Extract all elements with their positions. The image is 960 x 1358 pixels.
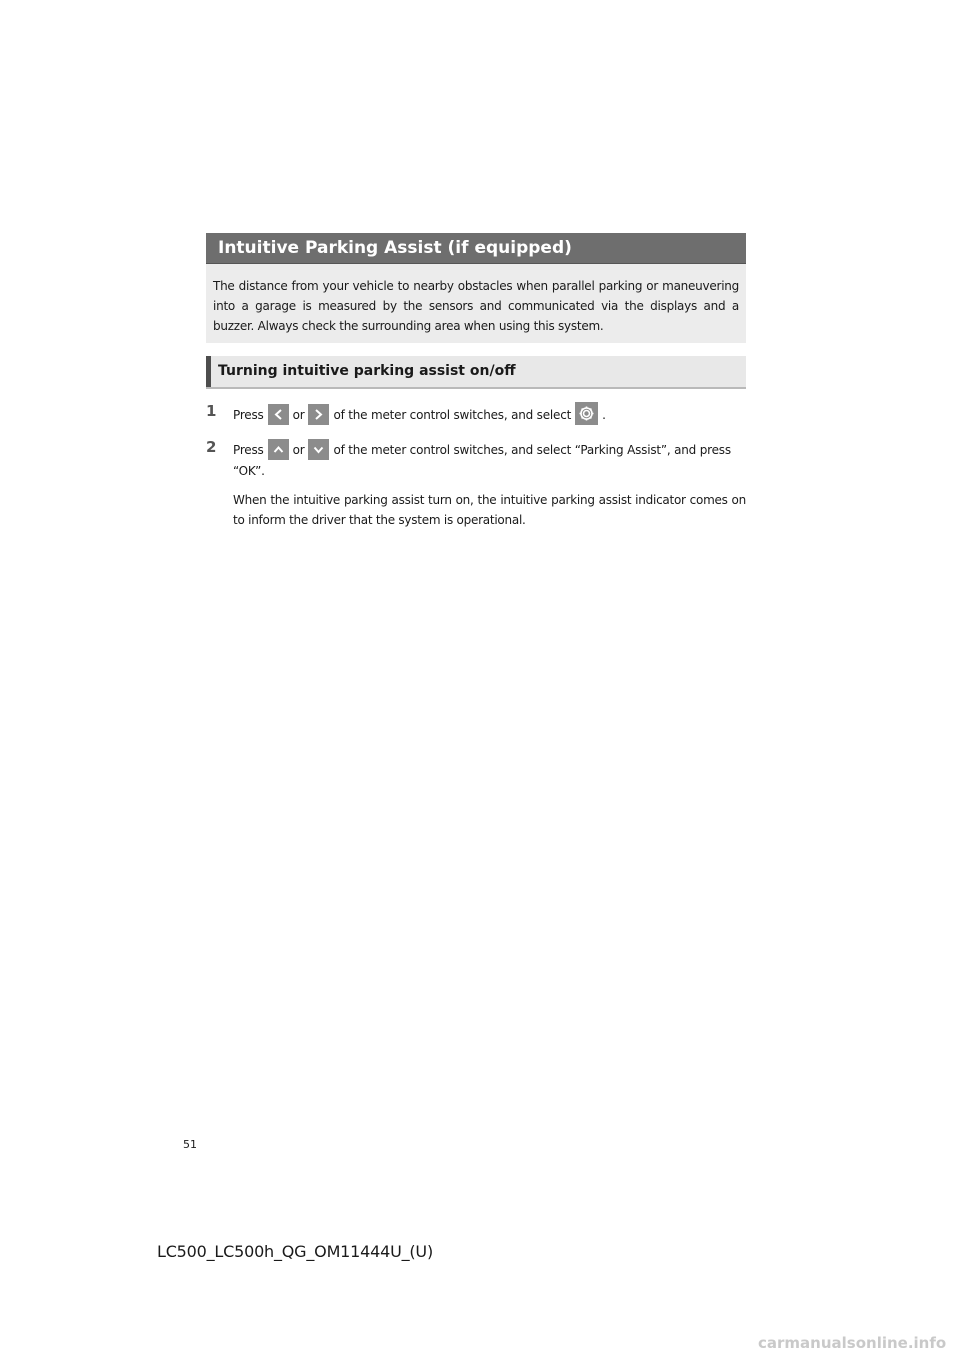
chevron-down-icon	[308, 439, 329, 460]
section-title: Intuitive Parking Assist (if equipped)	[218, 238, 572, 258]
step-note: When the intuitive parking assist turn on, the intuitive parking assist indicator comes on to inform the driver that the system is operational.	[233, 493, 746, 527]
chevron-left-icon	[268, 404, 289, 425]
step-text: of the meter control switches, and select	[333, 408, 572, 422]
chevron-up-icon	[268, 439, 289, 460]
subsection-header	[206, 356, 746, 389]
step-text: .	[602, 408, 606, 422]
step-body	[233, 440, 746, 481]
intro-box	[206, 264, 746, 343]
step-number: 2	[206, 438, 217, 456]
intro-text: The distance from your vehicle to nearby obstacles when parallel parking or maneuvering into a garage is measured by the sensors and communicated via the displays and a buzzer. Always check the surrounding area when using this system.	[213, 279, 739, 333]
subsection-accent-bar	[206, 356, 211, 387]
step-text: Press	[233, 408, 264, 422]
gear-icon	[575, 402, 598, 425]
step-number: 1	[206, 402, 217, 420]
step-body	[233, 404, 746, 427]
document-code: LC500_LC500h_QG_OM11444U_(U)	[157, 1242, 433, 1261]
watermark: carmanualsonline.info	[758, 1334, 947, 1352]
subsection-title: Turning intuitive parking assist on/off	[218, 363, 516, 379]
section-header	[206, 233, 746, 264]
chevron-right-icon	[308, 404, 329, 425]
step-text: Press	[233, 443, 264, 457]
step-text: or	[292, 408, 305, 422]
step-text: or	[292, 443, 305, 457]
step-text: of the meter control switches, and select “Parking Assist”, and press “OK”.	[233, 443, 731, 478]
page-number: 51	[183, 1138, 197, 1151]
